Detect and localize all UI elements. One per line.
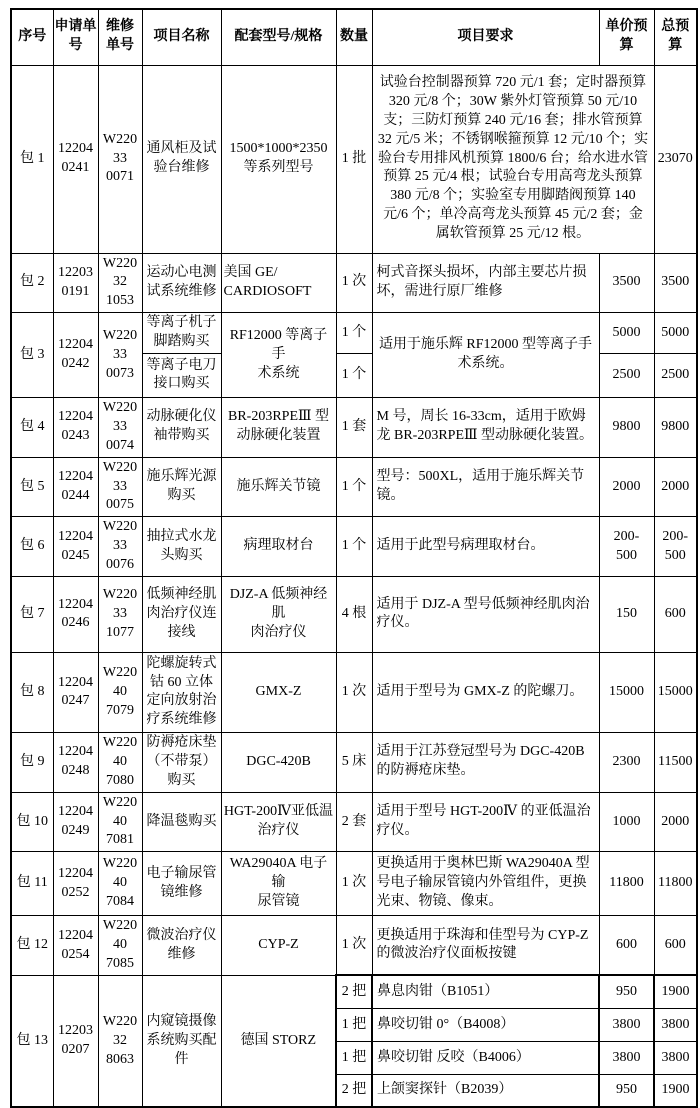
cell-package-id: 包 4 [11,397,53,457]
cell-repair-no: W22033 0075 [98,457,142,517]
cell-requirements: 更换适用于珠海和佳型号为 CYP-Z 的微波治疗仪面板按键 [372,916,599,976]
cell-unit-budget: 2500 [599,353,654,397]
cell-total-budget: 1900 [654,1074,697,1107]
cell-requirements: 适用于型号为 GMX-Z 的陀螺刀。 [372,652,599,732]
cell-package-id: 包 11 [11,852,53,916]
cell-quantity: 1 批 [336,65,372,253]
cell-total-budget: 2500 [654,353,697,397]
cell-quantity: 1 个 [336,313,372,354]
cell-repair-no: W22040 7081 [98,792,142,852]
cell-item-name: 施乐辉光源购买 [142,457,221,517]
col-item-name: 项目名称 [142,9,221,65]
cell-quantity: 1 把 [336,1041,372,1074]
cell-total-budget: 3800 [654,1041,697,1074]
row-package-3a [11,313,697,354]
cell-requirements: 适用于施乐辉 RF12000 型等离子手术系统。 [372,313,599,398]
cell-total-budget: 200- 500 [654,517,697,577]
col-total-budget: 总预算 [654,9,697,65]
cell-requirements: 适用于此型号病理取材台。 [372,517,599,577]
cell-repair-no: W22040 7079 [98,652,142,732]
cell-package-id: 包 5 [11,457,53,517]
cell-requirements: 鼻咬切钳 反咬（B4006） [372,1041,599,1074]
cell-unit-budget: 150 [599,576,654,652]
cell-apply-no: 12204 0242 [53,313,98,398]
cell-model-spec: DJZ-A 低频神经肌 肉治疗仪 [221,576,336,652]
row-package-10 [11,792,697,852]
row-package-7 [11,576,697,652]
cell-total-budget: 2000 [654,792,697,852]
row-package-5 [11,457,697,517]
cell-item-name: 等离子机子脚踏购买 [142,313,221,354]
cell-repair-no: W22033 0076 [98,517,142,577]
row-package-6 [11,517,697,577]
cell-total-budget: 23070 [654,65,697,253]
cell-apply-no: 12204 0243 [53,397,98,457]
cell-item-name: 低频神经肌肉治疗仪连接线 [142,576,221,652]
cell-unit-budget: 3500 [599,253,654,313]
cell-item-name: 防褥疮床垫（不带泵）购买 [142,732,221,792]
cell-unit-budget: 9800 [599,397,654,457]
cell-quantity: 1 个 [336,517,372,577]
cell-model-spec: CYP-Z [221,916,336,976]
cell-item-name: 微波治疗仪维修 [142,916,221,976]
col-seq: 序号 [11,9,53,65]
cell-total-budget: 11500 [654,732,697,792]
cell-total-budget: 600 [654,576,697,652]
cell-quantity: 4 根 [336,576,372,652]
cell-apply-no: 12204 0245 [53,517,98,577]
cell-quantity: 2 把 [336,1074,372,1107]
row-package-2 [11,253,697,313]
cell-quantity: 2 套 [336,792,372,852]
cell-repair-no: W22032 1053 [98,253,142,313]
cell-requirements: 更换适用于奥林巴斯 WA29040A 型号电子输尿管镜内外管组件，更换光束、物镜、像束。 [372,852,599,916]
cell-model-spec: 施乐辉关节镜 [221,457,336,517]
row-package-4 [11,397,697,457]
cell-quantity: 1 套 [336,397,372,457]
cell-requirements: 鼻咬切钳 0°（B4008） [372,1008,599,1041]
cell-repair-no: W22040 7084 [98,852,142,916]
row-package-8 [11,652,697,732]
cell-total-budget: 2000 [654,457,697,517]
header-row [11,9,697,65]
cell-unit-budget: 2000 [599,457,654,517]
cell-item-name: 降温毯购买 [142,792,221,852]
row-package-12 [11,916,697,976]
cell-repair-no: W22033 0073 [98,313,142,398]
cell-quantity: 1 次 [336,852,372,916]
cell-total-budget: 1900 [654,975,697,1008]
cell-package-id: 包 7 [11,576,53,652]
cell-unit-budget: 3800 [599,1041,654,1074]
cell-package-id: 包 3 [11,313,53,398]
cell-repair-no: W22033 1077 [98,576,142,652]
cell-requirements: 型号：500XL，适用于施乐辉关节镜。 [372,457,599,517]
cell-model-spec: 美国 GE/ CARDIOSOFT [221,253,336,313]
cell-apply-no: 12204 0252 [53,852,98,916]
cell-item-name: 通风柜及试验台维修 [142,65,221,253]
cell-repair-no: W22033 0074 [98,397,142,457]
row-package-1 [11,65,697,253]
cell-requirements: 适用于江苏登冠型号为 DGC-420B 的防褥疮床垫。 [372,732,599,792]
cell-unit-budget: 200- 500 [599,517,654,577]
cell-requirements: 鼻息肉钳（B1051） [372,975,599,1008]
procurement-table [10,8,698,1108]
cell-package-id: 包 13 [11,975,53,1107]
cell-item-name: 陀螺旋转式钴 60 立体定向放射治疗系统维修 [142,652,221,732]
cell-apply-no: 12204 0241 [53,65,98,253]
cell-unit-budget: 5000 [599,313,654,354]
cell-package-id: 包 8 [11,652,53,732]
col-apply-no: 申请单号 [53,9,98,65]
cell-package-id: 包 2 [11,253,53,313]
cell-model-spec: HGT-200Ⅳ亚低温 治疗仪 [221,792,336,852]
cell-item-name: 动脉硬化仪袖带购买 [142,397,221,457]
col-unit-budget: 单价预算 [599,9,654,65]
cell-requirements: 适用于 DJZ-A 型号低频神经肌肉治疗仪。 [372,576,599,652]
cell-unit-budget: 600 [599,916,654,976]
cell-unit-budget: 950 [599,975,654,1008]
cell-package-id: 包 12 [11,916,53,976]
cell-requirements: M 号，周长 16-33cm，适用于欧姆龙 BR-203RPEⅢ 型动脉硬化装置。 [372,397,599,457]
cell-package-id: 包 6 [11,517,53,577]
cell-unit-budget: 15000 [599,652,654,732]
cell-apply-no: 12204 0244 [53,457,98,517]
cell-total-budget: 3500 [654,253,697,313]
cell-item-name: 等离子电刀接口购买 [142,353,221,397]
cell-model-spec: 病理取材台 [221,517,336,577]
cell-quantity: 1 次 [336,253,372,313]
col-repair-no: 维修单号 [98,9,142,65]
cell-total-budget: 15000 [654,652,697,732]
cell-model-spec: 德国 STORZ [221,975,336,1107]
cell-item-name: 内窥镜摄像系统购买配件 [142,975,221,1107]
cell-quantity: 1 个 [336,353,372,397]
col-model-spec: 配套型号/规格 [221,9,336,65]
cell-requirements: 试验台控制器预算 720 元/1 套；定时器预算 320 元/8 个；30W 紫外灯管预算 50 元/10 支；三防灯预算 240 元/16 套；排水管预算 32 元/5 米；不锈钢喉箍预算 12 元/10 个；实验台专用排风机预算 1800/6 台；给水进水管预算 25 元/4 根；试验台专用高弯龙头预算 380 元/8 个；实验室专用脚踏阀预算 140 元/6 个；单冷高弯龙头预算 45 元/2 套；金属软管预算 25 元/12 根。 [372,65,654,253]
cell-unit-budget: 950 [599,1074,654,1107]
cell-repair-no: W22040 7080 [98,732,142,792]
cell-total-budget: 3800 [654,1008,697,1041]
cell-requirements: 上颌窦探针（B2039） [372,1074,599,1107]
cell-model-spec: WA29040A 电子输 尿管镜 [221,852,336,916]
cell-apply-no: 12204 0248 [53,732,98,792]
cell-model-spec: 1500*1000*2350 等系列型号 [221,65,336,253]
cell-requirements: 柯式音探头损坏，内部主要芯片损坏，需进行原厂维修 [372,253,599,313]
cell-item-name: 运动心电测试系统维修 [142,253,221,313]
cell-total-budget: 9800 [654,397,697,457]
row-package-11 [11,852,697,916]
cell-model-spec: RF12000 等离子手 术系统 [221,313,336,398]
cell-model-spec: BR-203RPEⅢ 型 动脉硬化装置 [221,397,336,457]
cell-total-budget: 600 [654,916,697,976]
cell-quantity: 1 把 [336,1008,372,1041]
cell-total-budget: 5000 [654,313,697,354]
cell-package-id: 包 9 [11,732,53,792]
cell-repair-no: W22040 7085 [98,916,142,976]
cell-quantity: 5 床 [336,732,372,792]
cell-package-id: 包 1 [11,65,53,253]
cell-item-name: 抽拉式水龙头购买 [142,517,221,577]
row-package-9 [11,732,697,792]
cell-model-spec: DGC-420B [221,732,336,792]
cell-apply-no: 12204 0249 [53,792,98,852]
cell-model-spec: GMX-Z [221,652,336,732]
cell-apply-no: 12204 0246 [53,576,98,652]
cell-quantity: 1 次 [336,652,372,732]
cell-unit-budget: 2300 [599,732,654,792]
cell-unit-budget: 11800 [599,852,654,916]
cell-total-budget: 11800 [654,852,697,916]
col-requirements: 项目要求 [372,9,599,65]
cell-repair-no: W22032 8063 [98,975,142,1107]
cell-apply-no: 12203 0207 [53,975,98,1107]
cell-apply-no: 12204 0247 [53,652,98,732]
cell-package-id: 包 10 [11,792,53,852]
cell-unit-budget: 3800 [599,1008,654,1041]
cell-quantity: 1 次 [336,916,372,976]
cell-repair-no: W22033 0071 [98,65,142,253]
cell-requirements: 适用于型号 HGT-200Ⅳ 的亚低温治疗仪。 [372,792,599,852]
cell-quantity: 2 把 [336,975,372,1008]
col-qty: 数量 [336,9,372,65]
cell-quantity: 1 个 [336,457,372,517]
cell-apply-no: 12204 0254 [53,916,98,976]
cell-item-name: 电子输尿管镜维修 [142,852,221,916]
cell-unit-budget: 1000 [599,792,654,852]
row-package-13a [11,975,697,1008]
cell-apply-no: 12203 0191 [53,253,98,313]
